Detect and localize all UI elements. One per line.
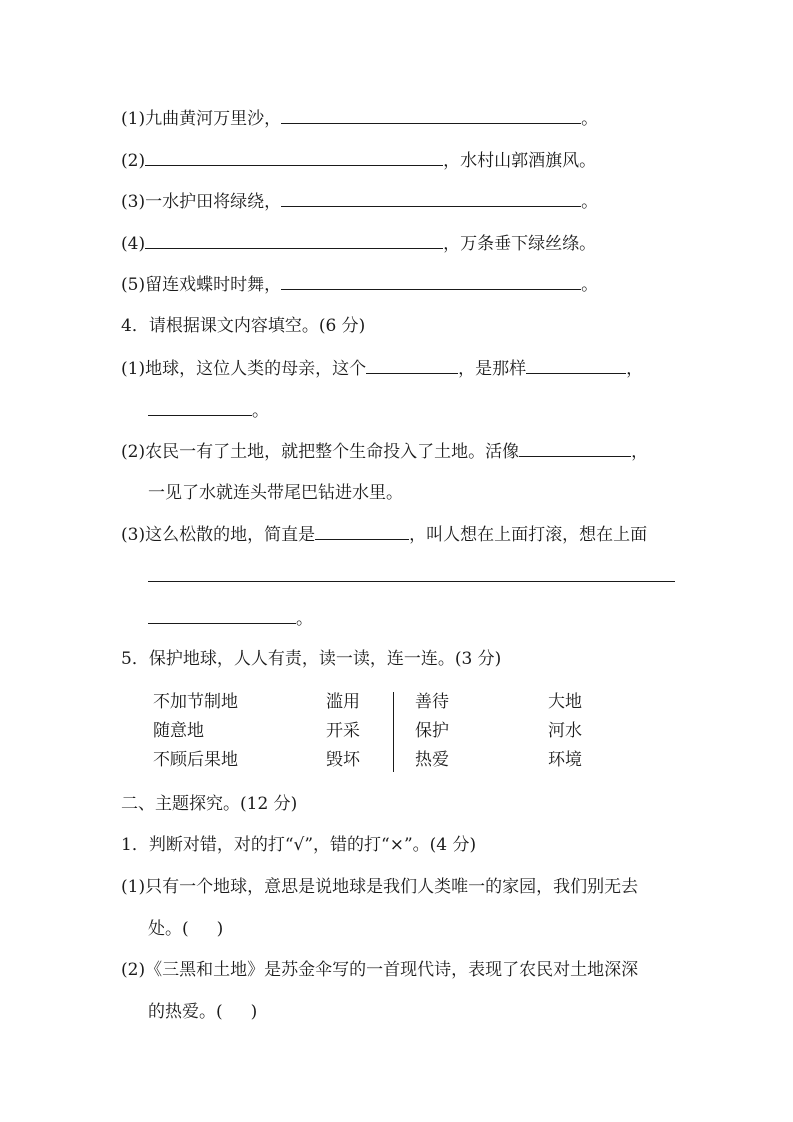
matching-item[interactable]: 滥用 xyxy=(326,692,360,712)
q4-item-2 xyxy=(121,439,648,464)
poem-text: ，水村山郭酒旗风。 xyxy=(443,151,597,171)
poem-text: 。 xyxy=(581,275,599,295)
question-5-title: 5．保护地球，人人有责，读一读，连一连。(3 分) xyxy=(121,649,502,669)
judge-item-text: ) xyxy=(250,1002,258,1022)
answer-blank[interactable] xyxy=(281,106,581,124)
q4-item-3-text: (3)这么松散的地，简直是 xyxy=(121,525,316,545)
matching-item[interactable]: 善待 xyxy=(415,692,449,712)
matching-item[interactable]: 热爱 xyxy=(415,750,449,770)
answer-blank[interactable] xyxy=(145,148,443,166)
matching-item[interactable]: 毁坏 xyxy=(326,750,360,770)
poem-text: 九曲黄河万里沙， xyxy=(145,109,282,129)
poem-number: (2) xyxy=(121,151,146,171)
poem-text: 。 xyxy=(581,192,599,212)
section-2-question-1-title: 1．判断对错，对的打“√”，错的打“×”。(4 分) xyxy=(121,835,477,855)
poem-line-2 xyxy=(121,148,596,173)
q4-item-3-continued xyxy=(148,606,313,631)
judge-item-1: (1)只有一个地球，意思是说地球是我们人类唯一的家园，我们别无去 xyxy=(121,877,639,897)
q4-item-2-text: ， xyxy=(631,442,649,462)
poem-line-3 xyxy=(121,189,598,214)
question-4-title: 4．请根据课文内容填空。(6 分) xyxy=(121,316,366,336)
judge-item-1-continued xyxy=(148,917,223,941)
judge-item-2: (2)《三黑和土地》是苏金伞写的一首现代诗，表现了农民对土地深深 xyxy=(121,960,639,980)
poem-text: 。 xyxy=(581,109,599,129)
matching-item[interactable]: 不加节制地 xyxy=(153,692,238,712)
poem-number: (3) xyxy=(121,192,146,212)
answer-blank[interactable] xyxy=(526,356,626,374)
answer-blank[interactable] xyxy=(315,522,409,540)
q4-item-3-text: ，叫人想在上面打滚，想在上面 xyxy=(409,525,648,545)
matching-item[interactable]: 保护 xyxy=(415,721,449,741)
answer-blank[interactable] xyxy=(366,356,458,374)
matching-item[interactable]: 大地 xyxy=(548,692,582,712)
matching-item[interactable]: 环境 xyxy=(548,750,582,770)
q4-item-2-text: (2)农民一有了土地，就把整个生命投入了土地。活像 xyxy=(121,442,520,462)
answer-blank[interactable] xyxy=(281,272,581,290)
poem-line-5 xyxy=(121,272,598,297)
judge-item-text: ) xyxy=(216,919,224,939)
matching-item[interactable]: 河水 xyxy=(548,721,582,741)
answer-blank[interactable] xyxy=(148,398,252,416)
judge-item-text: 处。( xyxy=(148,919,189,939)
matching-item[interactable]: 开采 xyxy=(326,721,360,741)
poem-number: (1) xyxy=(121,109,146,129)
poem-text: ，万条垂下绿丝绦。 xyxy=(443,234,597,254)
poem-line-4 xyxy=(121,231,596,256)
q4-item-1 xyxy=(121,356,643,381)
q4-item-1-text: ，是那样 xyxy=(458,359,527,379)
q4-item-1-text: 。 xyxy=(252,401,269,421)
column-divider xyxy=(393,692,394,772)
q4-item-3 xyxy=(121,522,647,547)
poem-text: 留连戏蝶时时舞， xyxy=(145,275,282,295)
q4-item-3-text: 。 xyxy=(296,609,313,629)
judge-item-text: 的热爱。( xyxy=(148,1002,223,1022)
poem-text: 一水护田将绿绕， xyxy=(145,192,282,212)
judge-item-2-continued xyxy=(148,1000,257,1024)
answer-blank[interactable] xyxy=(148,564,675,582)
section-2-title: 二、主题探究。(12 分) xyxy=(121,794,298,814)
answer-blank[interactable] xyxy=(145,231,443,249)
poem-line-1 xyxy=(121,106,598,131)
poem-number: (4) xyxy=(121,234,146,254)
poem-number: (5) xyxy=(121,275,146,295)
matching-item[interactable]: 随意地 xyxy=(153,721,204,741)
q4-item-1-text: ， xyxy=(626,359,644,379)
matching-item[interactable]: 不顾后果地 xyxy=(153,750,238,770)
q4-item-1-text: (1)地球，这位人类的母亲，这个 xyxy=(121,359,367,379)
answer-blank[interactable] xyxy=(148,606,296,624)
q4-item-2-continued: 一见了水就连头带尾巴钻进水里。 xyxy=(148,483,403,503)
answer-blank[interactable] xyxy=(519,439,631,457)
q4-item-3-blank-line xyxy=(148,564,675,589)
q4-item-1-continued xyxy=(148,398,269,423)
answer-blank[interactable] xyxy=(281,189,581,207)
